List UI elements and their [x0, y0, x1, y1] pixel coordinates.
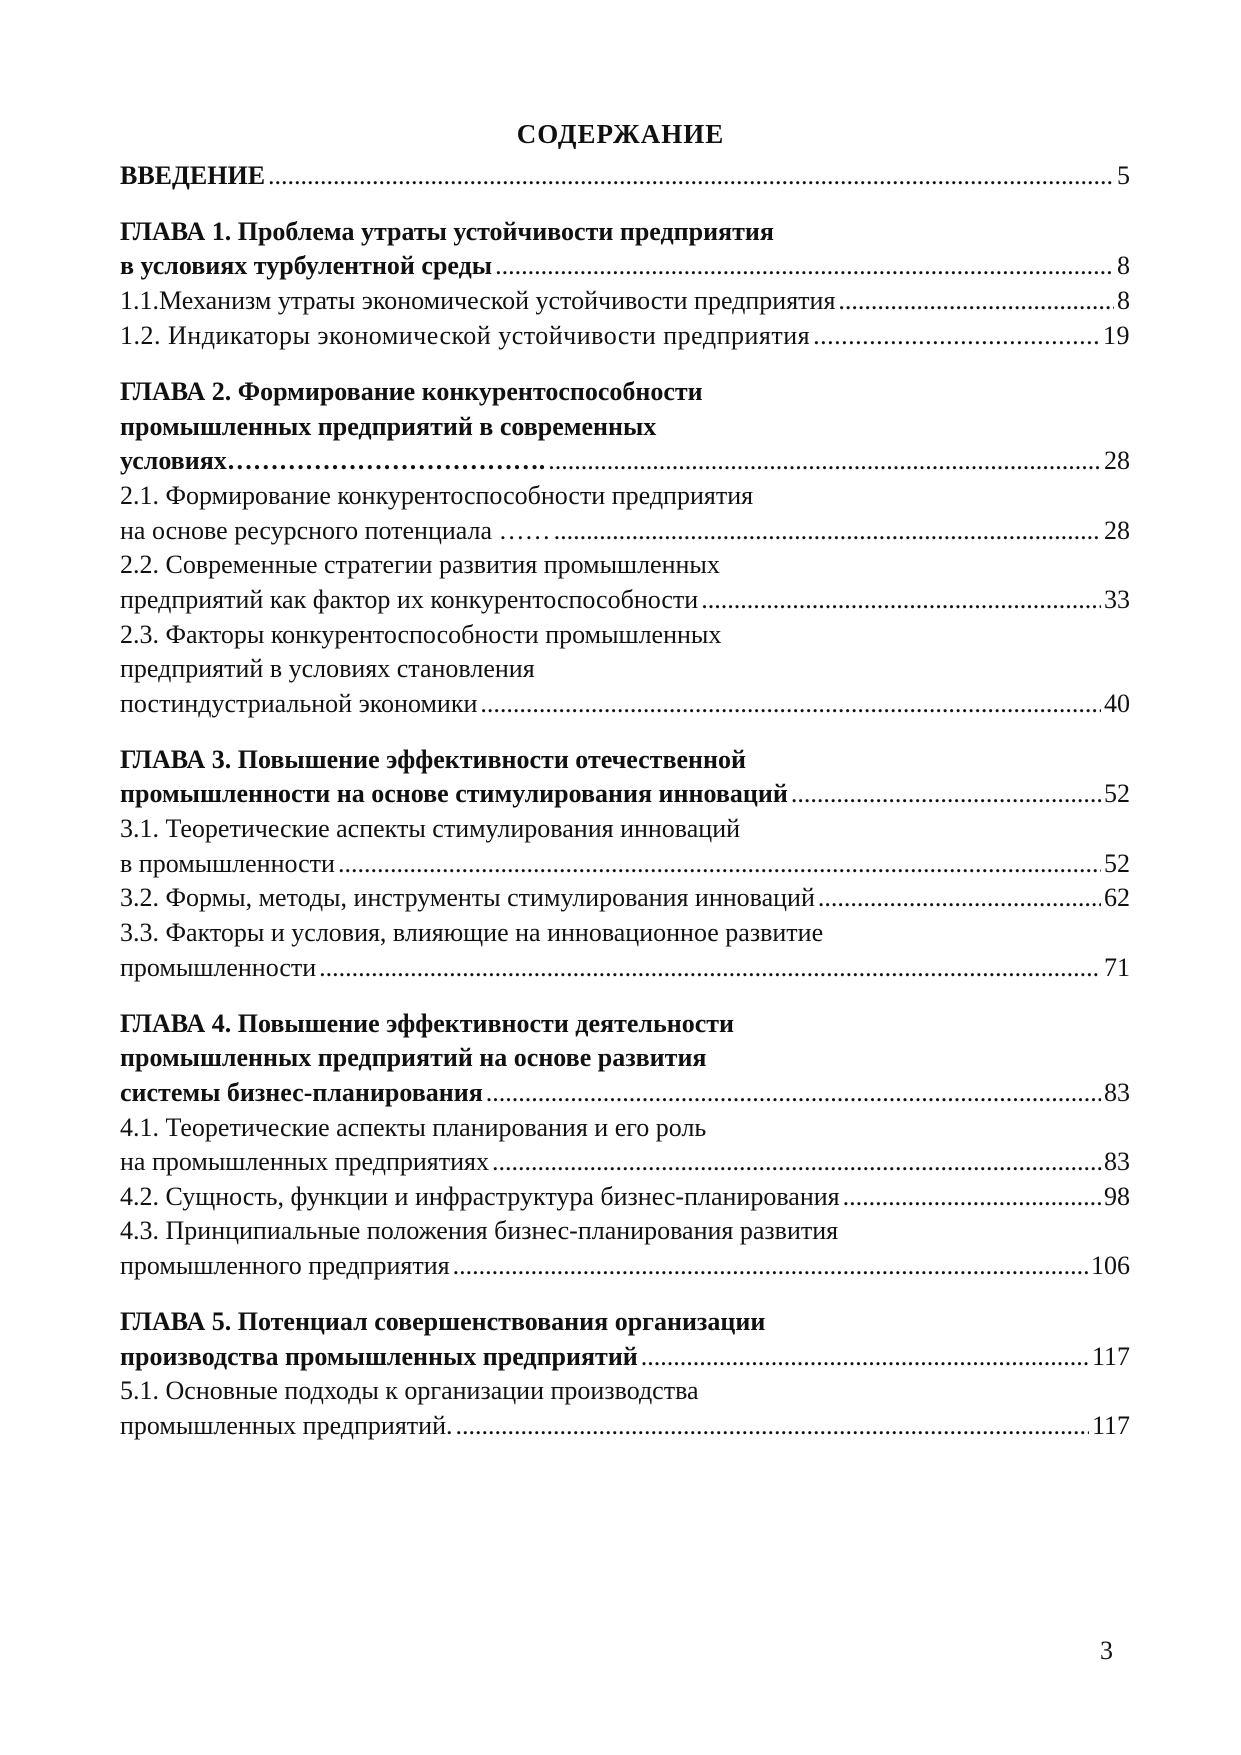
- dot-leader: [838, 283, 1114, 319]
- dot-leader: [813, 318, 1100, 354]
- entry-page: 117: [1091, 1342, 1130, 1371]
- toc-entry-3-3: [120, 950, 1130, 986]
- toc-entry-2-2: [120, 582, 1130, 618]
- entry-page: 117: [1091, 1411, 1130, 1440]
- toc-entry-4-3-line-1: 4.3. Принципиальные положения бизнес-планирования развития: [120, 1216, 839, 1245]
- entry-text: производства промышленных предприятий: [120, 1342, 638, 1371]
- dot-leader: [492, 1144, 1101, 1180]
- entry-page: 8: [1117, 286, 1130, 315]
- dot-leader: [456, 1408, 1089, 1444]
- entry-text: промышленных предприятий.: [120, 1411, 453, 1440]
- dot-leader: [818, 880, 1101, 916]
- dot-leader: [554, 513, 1101, 549]
- toc-title: СОДЕРЖАНИЕ: [516, 119, 725, 149]
- entry-page: 28: [1104, 446, 1130, 475]
- toc-entry-2-3-line-2: предприятий в условиях становления: [120, 654, 535, 683]
- toc-entry-2-1-line-1: 2.1. Формирование конкурентоспособности предприятия: [120, 481, 754, 510]
- toc-entry-4-1-line-1: 4.1. Теоретические аспекты планирования и его роль: [120, 1113, 707, 1142]
- entry-page: 33: [1104, 585, 1130, 614]
- toc-entry-4-2: [120, 1179, 1130, 1215]
- entry-page: 52: [1104, 849, 1130, 878]
- toc-entry-5-1: [120, 1408, 1130, 1444]
- dot-leader: [486, 1075, 1101, 1111]
- toc-entry-2-3: [120, 686, 1130, 722]
- toc-entry-3-1: [120, 846, 1130, 882]
- toc-entry-1-1: [120, 283, 1130, 319]
- dot-leader: [268, 158, 1114, 194]
- chapter-4-title-line-2: промышленных предприятий на основе развития: [120, 1043, 707, 1072]
- dot-leader: [480, 686, 1101, 722]
- toc-entry-2-3-line-1: 2.3. Факторы конкурентоспособности промышленных: [120, 620, 722, 649]
- toc-entry-3-1-line-1: 3.1. Теоретические аспекты стимулирования инноваций: [120, 814, 741, 843]
- entry-text: постиндустриальной экономики: [120, 689, 478, 718]
- entry-text: 4.2. Сущность, функции и инфраструктура бизнес-планирования: [120, 1182, 840, 1211]
- entry-text: 1.2. Индикаторы экономической устойчивости предприятия: [120, 321, 811, 350]
- toc-entry-3-2: [120, 880, 1130, 916]
- toc-entry-2-2-line-1: 2.2. Современные стратегии развития промышленных: [120, 550, 720, 579]
- entry-page: 106: [1091, 1251, 1130, 1280]
- entry-page: 52: [1104, 779, 1130, 808]
- entry-text: системы бизнес-планирования: [120, 1078, 483, 1107]
- toc-entry-4-1: [120, 1144, 1130, 1180]
- toc-entry-chapter-2: [120, 443, 1130, 479]
- entry-text: предприятий как фактор их конкурентоспособности: [120, 585, 699, 614]
- toc-entry-3-3-line-1: 3.3. Факторы и условия, влияющие на инновационное развитие: [120, 918, 824, 947]
- page-number: 3: [1100, 1636, 1113, 1665]
- chapter-3-title-line-1: ГЛАВА 3. Повышение эффективности отечественной: [120, 745, 746, 774]
- entry-page: 83: [1104, 1078, 1130, 1107]
- dot-leader: [453, 1248, 1088, 1284]
- toc-entry-chapter-1: [120, 248, 1130, 284]
- entry-text: 3.2. Формы, методы, инструменты стимулирования инноваций: [120, 883, 815, 912]
- entry-text: ВВЕДЕНИЕ: [120, 161, 266, 190]
- entry-page: 19: [1103, 321, 1130, 350]
- entry-page: 62: [1104, 883, 1130, 912]
- toc-entry-chapter-4: [120, 1075, 1130, 1111]
- dot-leader: [641, 1339, 1089, 1375]
- toc-entry-chapter-3: [120, 776, 1130, 812]
- chapter-4-title-line-1: ГЛАВА 4. Повышение эффективности деятельности: [120, 1009, 734, 1038]
- entry-text: промышленного предприятия: [120, 1251, 450, 1280]
- entry-page: 28: [1104, 516, 1130, 545]
- chapter-1-title-line-1: ГЛАВА 1. Проблема утраты устойчивости предприятия: [120, 217, 774, 246]
- entry-page: 98: [1104, 1182, 1130, 1211]
- entry-text: в промышленности: [120, 849, 335, 878]
- entry-page: 5: [1117, 161, 1130, 190]
- toc-entry-intro: [120, 158, 1130, 194]
- entry-text: 1.1.Механизм утраты экономической устойчивости предприятия: [120, 286, 836, 315]
- chapter-5-title-line-1: ГЛАВА 5. Потенциал совершенствования организации: [120, 1307, 766, 1336]
- toc-entry-chapter-5: [120, 1339, 1130, 1375]
- dot-leader: [495, 248, 1114, 284]
- dot-leader: [843, 1179, 1101, 1215]
- chapter-2-title-line-1: ГЛАВА 2. Формирование конкурентоспособности: [120, 377, 703, 406]
- entry-page: 40: [1104, 689, 1130, 718]
- entry-text: промышленности на основе стимулирования инноваций: [120, 779, 788, 808]
- entry-text: условиях……………………………….: [120, 446, 546, 475]
- dot-leader: [548, 443, 1101, 479]
- dot-leader: [791, 776, 1101, 812]
- toc-entry-4-3: [120, 1248, 1130, 1284]
- toc-entry-2-1: [120, 513, 1130, 549]
- entry-text: промышленности: [120, 953, 317, 982]
- entry-page: 83: [1104, 1147, 1130, 1176]
- entry-page: 71: [1104, 953, 1130, 982]
- toc-entry-5-1-line-1: 5.1. Основные подходы к организации производства: [120, 1376, 699, 1405]
- dot-leader: [701, 582, 1101, 618]
- entry-text: на промышленных предприятиях: [120, 1147, 489, 1176]
- chapter-2-title-line-2: промышленных предприятий в современных: [120, 412, 657, 441]
- entry-text: в условиях турбулентной среды: [120, 251, 493, 280]
- dot-leader: [338, 846, 1101, 882]
- dot-leader: [319, 950, 1101, 986]
- entry-page: 8: [1117, 251, 1130, 280]
- toc-entry-1-2: [120, 318, 1130, 354]
- entry-text: на основе ресурсного потенциала ……: [120, 516, 551, 545]
